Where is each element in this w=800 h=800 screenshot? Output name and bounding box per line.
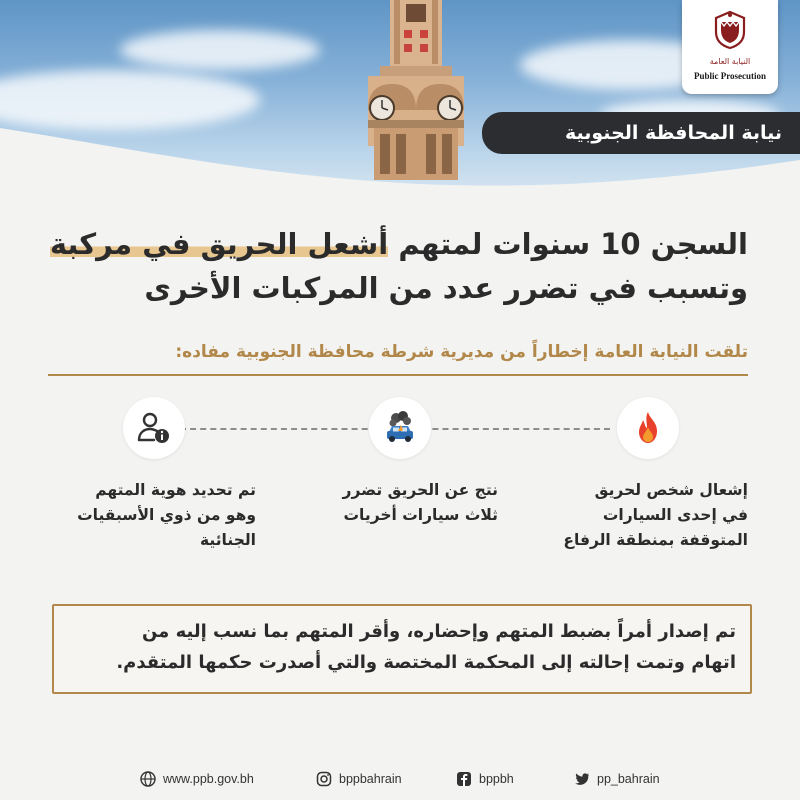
logo-arabic-text: النيابة العامة [709,57,751,66]
step-3-line-2: وهو من ذوي الأسبقيات [77,506,256,524]
step-3-icon-circle [123,397,185,459]
headline-line-2: وتسبب في تضرر عدد من المركبات الأخرى [144,271,748,305]
facebook-handle[interactable]: bppbh [479,772,514,786]
footer-facebook[interactable] [456,764,514,794]
public-prosecution-logo [682,0,778,94]
instagram-handle[interactable]: bppbahrain [339,772,402,786]
intro-underline [48,374,748,376]
step-1-line-1: إشعال شخص لحريق [594,481,748,499]
twitter-handle[interactable]: pp_bahrain [597,772,660,786]
step-3-line-1: تم تحديد هوية المتهم [95,481,256,499]
footer [0,764,800,794]
step-1-line-2: في إحدى السيارات [602,506,748,524]
fire-icon [630,410,666,446]
twitter-icon [574,771,590,787]
conclusion-line-2: اتهام وتمت إحالته إلى المحكمة المختصة والتي أصدرت حكمها المتقدم. [116,652,736,673]
instagram-icon [316,771,332,787]
footer-instagram[interactable] [316,764,402,794]
step-1-text [518,478,748,553]
step-1-line-3: المتوقفة بمنطقة الرفاع [563,531,748,549]
headline-line-1 [48,222,748,266]
website-link[interactable]: www.ppb.gov.bh [163,772,254,786]
hero-image [0,0,800,200]
user-info-icon [136,410,172,446]
facebook-icon [456,771,472,787]
seal-icon [713,10,747,50]
step-2-text [268,478,498,528]
step-2-icon-circle [369,397,431,459]
banner-title: نيابة المحافظة الجنوبية [564,122,782,144]
headline-highlight: أشعل الحريق في مركبة [49,227,389,261]
step-1-icon-circle [617,397,679,459]
globe-icon [140,771,156,787]
step-3-line-3: الجنائية [200,531,256,549]
headline-line-1-start: السجن 10 سنوات لمتهم [388,227,748,261]
footer-website[interactable] [140,764,254,794]
section-banner [482,112,800,154]
logo-english-text: Public Prosecution [693,71,767,81]
intro-text: تلقت النيابة العامة إخطاراً من مديرية شرطة محافظة الجنوبية مفاده: [175,342,748,362]
step-2-line-1: نتج عن الحريق تضرر [342,481,498,499]
step-2-line-2: ثلاث سيارات أخريات [343,506,498,524]
burning-car-icon [382,410,418,446]
wave-divider [0,0,800,200]
conclusion-box [52,604,752,694]
headline [48,222,748,310]
conclusion-line-1: تم إصدار أمراً بضبط المتهم وإحضاره، وأقر المتهم بما نسب إليه من [141,621,736,642]
step-3-text [26,478,256,553]
footer-twitter[interactable] [574,764,660,794]
conclusion-text [66,616,736,678]
intro [48,338,748,366]
